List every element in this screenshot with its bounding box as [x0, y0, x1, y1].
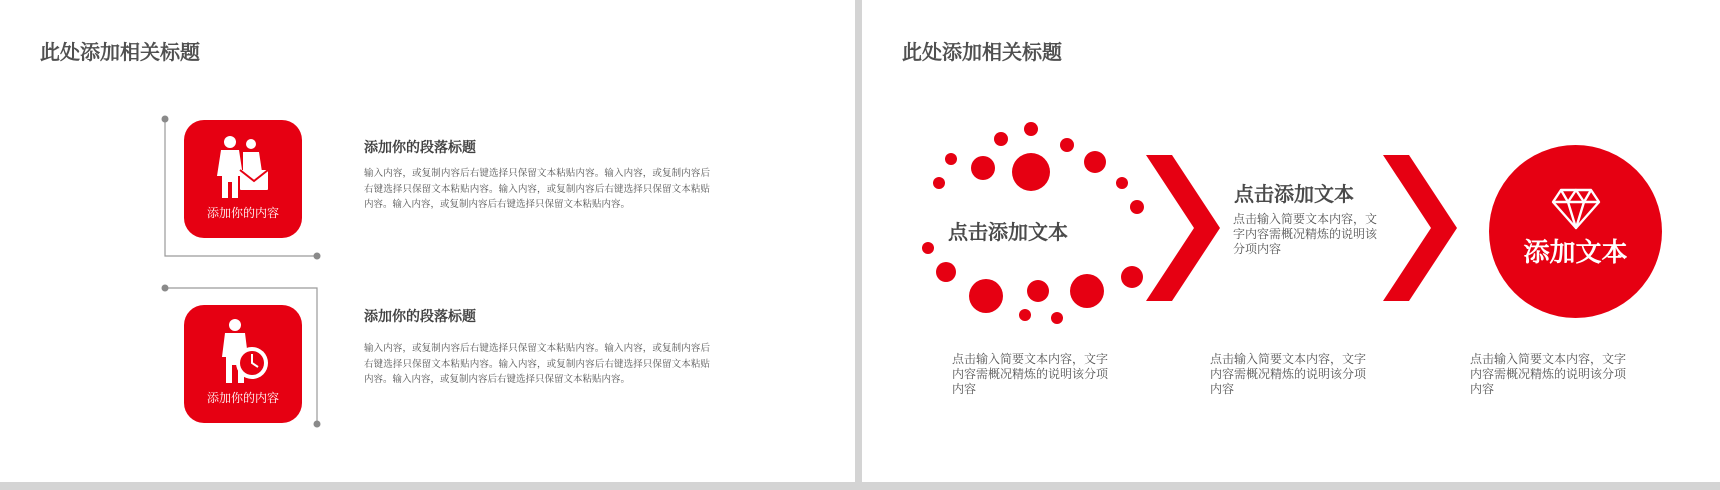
slide-title: 此处添加相关标题: [902, 42, 1062, 64]
paragraph-heading-1: 添加你的段落标题: [364, 139, 476, 155]
step2-body: 点击输入简要文本内容，文字内容需概况精炼的说明该分项内容: [1233, 212, 1378, 256]
step2-title: 点击添加文本: [1234, 184, 1354, 206]
step3-label: 添加文本: [1523, 237, 1628, 267]
caption-1: 点击输入简要文本内容，文字内容需概况精炼的说明该分项内容: [952, 352, 1109, 396]
paragraph-body-1: 输入内容，或复制内容后右键选择只保留文本粘贴内容。输入内容，或复制内容后右键选择只保留文本粘贴内容。输入内容，或复制内容后右键选择只保留文本粘贴内容。输入内容，或复制内容后右键选择只保留文本粘贴内容。: [364, 168, 710, 210]
paragraph-body-2: 输入内容，或复制内容后右键选择只保留文本粘贴内容。输入内容，或复制内容后右键选择只保留文本粘贴内容。输入内容，或复制内容后右键选择只保留文本粘贴内容。输入内容，或复制内容后右键选择只保留文本粘贴内容。: [364, 343, 710, 385]
diamond-icon: [1551, 187, 1601, 231]
step1-label: 点击添加文本: [948, 222, 1068, 244]
slide-title: 此处添加相关标题: [40, 42, 200, 64]
caption-3: 点击输入简要文本内容，文字内容需概况精炼的说明该分项内容: [1470, 352, 1627, 396]
content-box-label: 添加你的内容: [206, 206, 279, 220]
paragraph-heading-2: 添加你的段落标题: [364, 308, 476, 324]
chevron-arrow-icon: [1146, 155, 1220, 301]
content-box-label: 添加你的内容: [206, 391, 279, 405]
chevron-arrow-icon: [1383, 155, 1457, 301]
caption-2: 点击输入简要文本内容，文字内容需概况精炼的说明该分项内容: [1210, 352, 1367, 396]
